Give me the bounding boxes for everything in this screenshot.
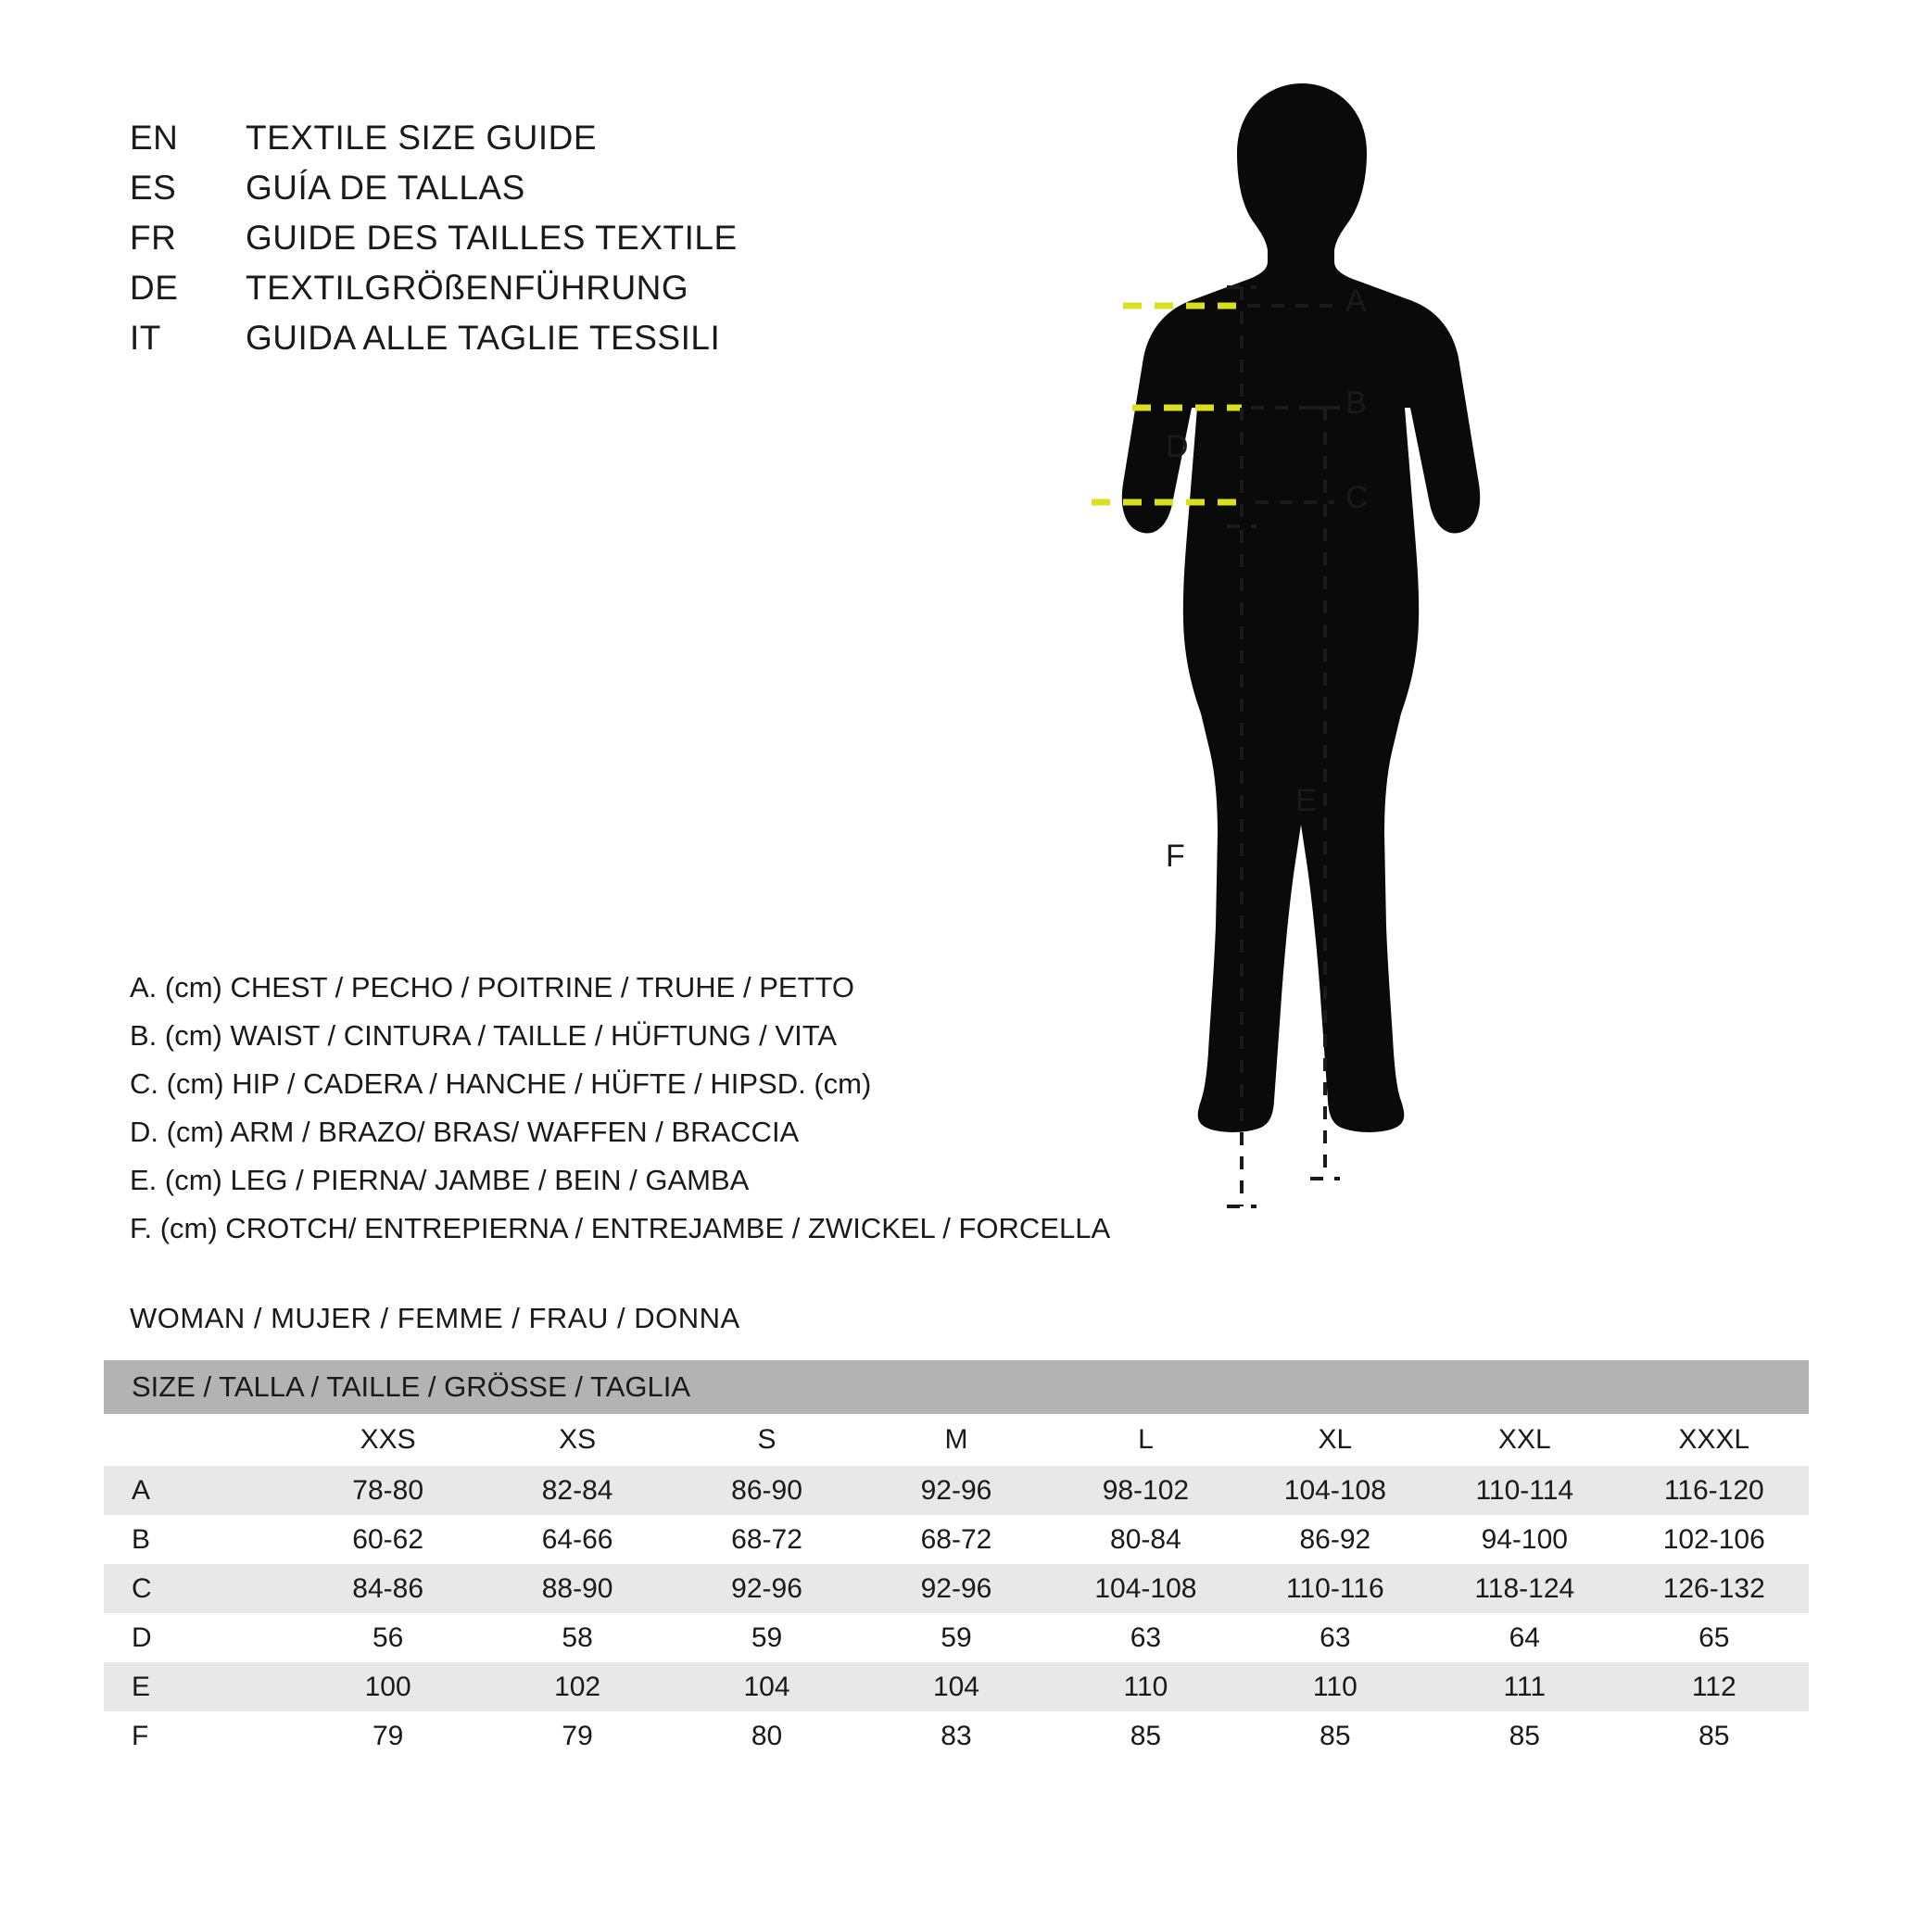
cell-a-l: 98-102 bbox=[1051, 1466, 1240, 1515]
cell-a-s: 86-90 bbox=[672, 1466, 861, 1515]
table-row bbox=[104, 1515, 1809, 1564]
cell-c-xxs: 84-86 bbox=[293, 1564, 482, 1613]
cell-b-xxxl: 102-106 bbox=[1620, 1515, 1810, 1564]
cell-a-xs: 82-84 bbox=[483, 1466, 672, 1515]
title-row-es bbox=[130, 169, 964, 219]
cell-d-xs: 58 bbox=[483, 1613, 672, 1662]
title-lang-de: DE bbox=[130, 269, 179, 307]
row-key-c: C bbox=[104, 1564, 293, 1613]
table-title-row bbox=[104, 1360, 1809, 1414]
cell-d-xxs: 56 bbox=[293, 1613, 482, 1662]
row-key-d: D bbox=[104, 1613, 293, 1662]
title-text-es: GUÍA DE TALLAS bbox=[246, 169, 525, 207]
title-row-en bbox=[130, 119, 964, 169]
table-row bbox=[104, 1613, 1809, 1662]
title-lang-fr: FR bbox=[130, 219, 177, 257]
marker-label-c: C bbox=[1345, 480, 1369, 515]
cell-c-s: 92-96 bbox=[672, 1564, 861, 1613]
table-row bbox=[104, 1711, 1809, 1761]
column-header-s: S bbox=[672, 1414, 861, 1466]
legend-line-c: C. (cm) HIP / CADERA / HANCHE / HÜFTE / HIPSD. (cm) bbox=[130, 1067, 872, 1100]
title-lang-en: EN bbox=[130, 119, 179, 157]
column-header-xxl: XXL bbox=[1430, 1414, 1619, 1466]
column-header-xl: XL bbox=[1241, 1414, 1430, 1466]
cell-f-l: 85 bbox=[1051, 1711, 1240, 1761]
legend-line-d: D. (cm) ARM / BRAZO/ BRAS/ WAFFEN / BRACCIA bbox=[130, 1116, 800, 1148]
cell-b-xxl: 94-100 bbox=[1430, 1515, 1619, 1564]
dimension-label-f: F bbox=[1166, 839, 1185, 874]
dimension-label-e: E bbox=[1295, 783, 1317, 818]
title-row-it bbox=[130, 319, 964, 369]
table-row bbox=[104, 1564, 1809, 1613]
title-text-fr: GUIDE DES TAILLES TEXTILE bbox=[246, 219, 738, 257]
column-header-l: L bbox=[1051, 1414, 1240, 1466]
legend-line-e: E. (cm) LEG / PIERNA/ JAMBE / BEIN / GAMBA bbox=[130, 1164, 750, 1196]
cell-f-xxs: 79 bbox=[293, 1711, 482, 1761]
row-key-f: F bbox=[104, 1711, 293, 1761]
legend-line-b: B. (cm) WAIST / CINTURA / TAILLE / HÜFTUNG / VITA bbox=[130, 1019, 838, 1052]
cell-b-m: 68-72 bbox=[862, 1515, 1051, 1564]
column-header-xs: XS bbox=[483, 1414, 672, 1466]
table-title: SIZE / TALLA / TAILLE / GRÖSSE / TAGLIA bbox=[132, 1370, 691, 1403]
cell-b-xs: 64-66 bbox=[483, 1515, 672, 1564]
table-column-header-row bbox=[104, 1414, 1809, 1466]
cell-c-xxxl: 126-132 bbox=[1620, 1564, 1810, 1613]
cell-b-xxs: 60-62 bbox=[293, 1515, 482, 1564]
marker-label-b: B bbox=[1345, 385, 1367, 421]
legend-line-a: A. (cm) CHEST / PECHO / POITRINE / TRUHE / PETTO bbox=[130, 971, 854, 1003]
cell-a-m: 92-96 bbox=[862, 1466, 1051, 1515]
cell-a-xl: 104-108 bbox=[1241, 1466, 1430, 1515]
cell-b-s: 68-72 bbox=[672, 1515, 861, 1564]
title-text-it: GUIDA ALLE TAGLIE TESSILI bbox=[246, 319, 721, 357]
marker-label-a: A bbox=[1345, 284, 1367, 319]
cell-e-xl: 110 bbox=[1241, 1662, 1430, 1711]
cell-f-m: 83 bbox=[862, 1711, 1051, 1761]
cell-c-xxl: 118-124 bbox=[1430, 1564, 1619, 1613]
cell-e-l: 110 bbox=[1051, 1662, 1240, 1711]
cell-f-xs: 79 bbox=[483, 1711, 672, 1761]
legend-line-f: F. (cm) CROTCH/ ENTREPIERNA / ENTREJAMBE / ZWICKEL / FORCELLA bbox=[130, 1212, 1111, 1244]
cell-a-xxs: 78-80 bbox=[293, 1466, 482, 1515]
title-row-fr bbox=[130, 219, 964, 269]
cell-d-xxxl: 65 bbox=[1620, 1613, 1810, 1662]
cell-f-s: 80 bbox=[672, 1711, 861, 1761]
title-text-en: TEXTILE SIZE GUIDE bbox=[246, 119, 598, 157]
size-table-wrapper bbox=[104, 1360, 1809, 1761]
cell-d-xxl: 64 bbox=[1430, 1613, 1619, 1662]
column-header-m: M bbox=[862, 1414, 1051, 1466]
cell-d-xl: 63 bbox=[1241, 1613, 1430, 1662]
dimension-label-d: D bbox=[1166, 429, 1189, 464]
cell-c-m: 92-96 bbox=[862, 1564, 1051, 1613]
cell-f-xxxl: 85 bbox=[1620, 1711, 1810, 1761]
cell-e-xxl: 111 bbox=[1430, 1662, 1619, 1711]
table-row bbox=[104, 1662, 1809, 1711]
title-text-de: TEXTILGRÖßENFÜHRUNG bbox=[246, 269, 689, 307]
column-header-xxxl: XXXL bbox=[1620, 1414, 1810, 1466]
cell-d-m: 59 bbox=[862, 1613, 1051, 1662]
cell-c-xl: 110-116 bbox=[1241, 1564, 1430, 1613]
column-header-xxs: XXS bbox=[293, 1414, 482, 1466]
group-label: WOMAN / MUJER / FEMME / FRAU / DONNA bbox=[130, 1302, 740, 1334]
cell-f-xl: 85 bbox=[1241, 1711, 1430, 1761]
cell-b-xl: 86-92 bbox=[1241, 1515, 1430, 1564]
row-key-e: E bbox=[104, 1662, 293, 1711]
cell-e-s: 104 bbox=[672, 1662, 861, 1711]
size-table bbox=[104, 1360, 1809, 1761]
column-header-blank bbox=[104, 1414, 293, 1466]
cell-d-l: 63 bbox=[1051, 1613, 1240, 1662]
title-row-de bbox=[130, 269, 964, 319]
row-key-b: B bbox=[104, 1515, 293, 1564]
cell-e-xs: 102 bbox=[483, 1662, 672, 1711]
cell-a-xxl: 110-114 bbox=[1430, 1466, 1619, 1515]
cell-a-xxxl: 116-120 bbox=[1620, 1466, 1810, 1515]
cell-e-m: 104 bbox=[862, 1662, 1051, 1711]
legend-block bbox=[130, 964, 1195, 1253]
cell-c-xs: 88-90 bbox=[483, 1564, 672, 1613]
cell-e-xxs: 100 bbox=[293, 1662, 482, 1711]
row-key-a: A bbox=[104, 1466, 293, 1515]
table-row bbox=[104, 1466, 1809, 1515]
cell-d-s: 59 bbox=[672, 1613, 861, 1662]
cell-e-xxxl: 112 bbox=[1620, 1662, 1810, 1711]
cell-f-xxl: 85 bbox=[1430, 1711, 1619, 1761]
cell-b-l: 80-84 bbox=[1051, 1515, 1240, 1564]
cell-c-l: 104-108 bbox=[1051, 1564, 1240, 1613]
title-block bbox=[130, 119, 964, 369]
title-lang-it: IT bbox=[130, 319, 161, 357]
title-lang-es: ES bbox=[130, 169, 177, 207]
